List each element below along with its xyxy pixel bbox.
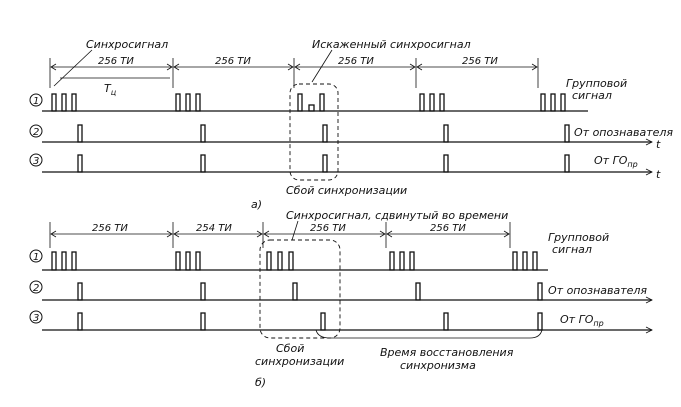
from-go-label-a: От $ГО_{пр}$ (594, 154, 638, 169)
interval-b-2: 254 ТИ (196, 223, 232, 234)
part-a (30, 38, 673, 211)
row-number-1-a (30, 94, 42, 107)
group-signal-label-a-1: Групповой (566, 77, 628, 90)
group-signal-label-a-2: сигнал (572, 89, 612, 102)
row-number-3-b (30, 311, 42, 324)
recovery-label-2: синхронизма (400, 359, 476, 372)
axis-t-label-3: t (656, 168, 661, 181)
identifier-pulses-a (78, 125, 569, 142)
period-label: $T_ц$ (104, 82, 117, 97)
part-a-label: а) (251, 198, 263, 211)
recovery-label-1: Время восстановления (380, 346, 514, 359)
identifier-pulses-b (78, 283, 542, 300)
group-signal-pulses-a (52, 94, 565, 111)
sync-signal-pointer (54, 50, 92, 86)
failure-box-a (290, 84, 338, 180)
interval-a-1: 256 ТИ (98, 56, 134, 67)
recovery-bracket (316, 330, 542, 338)
group-signal-pulses-b (52, 252, 537, 270)
interval-b-4: 256 ТИ (430, 223, 466, 234)
from-identifier-label-a: От опознавателя (574, 126, 674, 139)
row-number-2-a (30, 125, 42, 138)
shifted-sync-label: Синхросигнал, сдвинутый во времени (286, 209, 509, 222)
shifted-sync-pointer (292, 221, 298, 240)
group-signal-label-b-1: Групповой (548, 231, 610, 244)
failure-box-b (260, 240, 340, 338)
sync-signal-label: Синхросигнал (86, 38, 169, 51)
svg-text:2: 2 (33, 127, 40, 138)
failure-label-a: Сбой синхронизации (286, 184, 408, 197)
distorted-sync-label: Искаженный синхросигнал (312, 38, 471, 51)
interval-b-3: 256 ТИ (310, 223, 346, 234)
go-pulses-b (78, 313, 542, 330)
interval-a-4: 256 ТИ (462, 56, 498, 67)
from-identifier-label-b: От опознавателя (548, 284, 648, 297)
svg-text:1: 1 (33, 96, 40, 107)
svg-text:3: 3 (33, 313, 40, 324)
failure-label-b-2: синхронизации (255, 355, 345, 368)
from-go-label-b: От $ГО_{пр}$ (560, 313, 604, 328)
part-b (30, 209, 652, 389)
row-number-3-a (30, 154, 42, 167)
svg-text:2: 2 (33, 283, 40, 294)
svg-text:1: 1 (33, 252, 40, 263)
svg-text:3: 3 (33, 156, 40, 167)
go-pulses-a (78, 155, 569, 172)
row-number-2-b (30, 281, 42, 294)
interval-b-1: 256 ТИ (92, 223, 128, 234)
interval-a-2: 256 ТИ (215, 56, 251, 67)
group-signal-label-b-2: сигнал (552, 243, 592, 256)
interval-a-3: 256 ТИ (338, 56, 374, 67)
part-b-label: б) (255, 376, 267, 389)
row-number-1-b (30, 250, 42, 263)
failure-label-b-1: Сбой (276, 342, 305, 355)
axis-t-label-2: t (656, 138, 661, 151)
distorted-sync-pointer (312, 50, 332, 82)
